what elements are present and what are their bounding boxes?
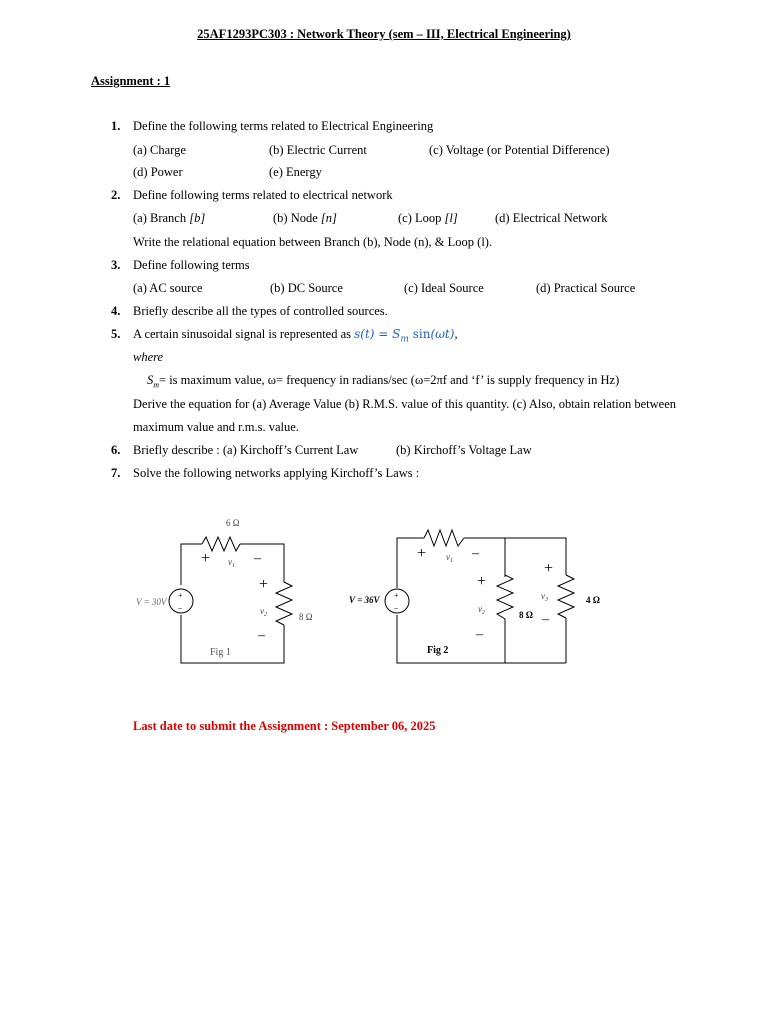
option: (a) Branch [b]	[133, 211, 206, 225]
where-label: where	[133, 350, 164, 364]
figure-caption: Fig 1	[210, 647, 231, 658]
resistor-top	[424, 530, 464, 546]
polarity-plus: +	[477, 573, 487, 590]
option: (d) Practical Source	[536, 281, 636, 295]
question-text: Solve the following networks applying Kirchoff’s Laws :	[133, 466, 420, 480]
assignment-heading: Assignment : 1	[91, 74, 171, 88]
question-text: Define the following terms related to Electrical Engineering	[133, 119, 434, 133]
source-plus: +	[178, 591, 183, 600]
source-minus: –	[394, 603, 398, 612]
option: (a) AC source	[133, 281, 203, 295]
course-title: 25AF1293PC303 : Network Theory (sem – III, Electrical Engineering)	[197, 27, 571, 41]
resistor-8-ohm	[276, 582, 292, 625]
question-number: 4.	[111, 304, 121, 318]
derive-line: Derive the equation for (a) Average Value (b) R.M.S. value of this quantity. (c) Also, obtain relation between	[133, 397, 677, 411]
option: (c) Ideal Source	[404, 281, 484, 295]
polarity-minus: –	[258, 628, 265, 643]
question-number: 5.	[111, 327, 121, 341]
figure-caption: Fig 2	[427, 645, 449, 656]
sinusoid-formula: $s(t) = S_m$ sin(ωt)	[354, 327, 455, 345]
voltage-label: $v_3$	[541, 591, 548, 603]
source-label: V = 36V	[349, 595, 380, 605]
polarity-plus: +	[201, 550, 211, 567]
source-label: V = 30V	[136, 597, 167, 607]
option: (a) Charge	[133, 143, 186, 157]
polarity-plus: +	[544, 560, 554, 577]
polarity-minus: –	[542, 612, 549, 627]
voltage-label: $v_1$	[446, 552, 453, 564]
option: (b) Node [n]	[273, 211, 337, 225]
voltage-label: $v_2$	[478, 604, 485, 616]
figure-1-circuit	[130, 510, 330, 675]
deadline-notice: Last date to submit the Assignment : September 06, 2025	[133, 719, 436, 733]
question-text: Briefly describe : (a) Kirchoff’s Current Law	[133, 443, 359, 457]
voltage-label: $v_2$	[260, 606, 267, 618]
question-extra: Write the relational equation between Branch (b), Node (n), & Loop (l).	[133, 235, 493, 249]
resistor-label: 8 Ω	[519, 610, 533, 620]
question-number: 3.	[111, 258, 121, 272]
definition-line: $S_m=$ is maximum value, ω= frequency in radians/sec (ω=2πf and ‘f’ is supply frequency in Hz)	[147, 373, 620, 390]
resistor-label: 8 Ω	[299, 612, 313, 622]
option: (e) Energy	[269, 165, 322, 179]
resistor-4-ohm	[558, 575, 574, 618]
question-number: 6.	[111, 443, 121, 457]
polarity-plus: +	[417, 545, 427, 562]
option: (d) Power	[133, 165, 183, 179]
question-text: Define following terms related to electrical network	[133, 188, 393, 202]
resistor-label: 6 Ω	[226, 518, 240, 528]
question-text: Define following terms	[133, 258, 250, 272]
question-number: 2.	[111, 188, 121, 202]
source-plus: +	[394, 591, 399, 600]
resistor-label: 4 Ω	[586, 595, 600, 605]
question-text: A certain sinusoidal signal is represented as $s(t) = S_m$ sin(ωt),	[133, 327, 458, 345]
voltage-label: $v_1$	[228, 557, 235, 569]
polarity-minus: –	[476, 627, 483, 642]
option: (d) Electrical Network	[495, 211, 608, 225]
polarity-minus: –	[254, 551, 261, 566]
question-number: 7.	[111, 466, 121, 480]
option: (c) Voltage (or Potential Difference)	[429, 143, 610, 157]
option: (b) DC Source	[270, 281, 343, 295]
question-text: Briefly describe all the types of controlled sources.	[133, 304, 388, 318]
option: (b) Electric Current	[269, 143, 367, 157]
figure-2-circuit	[340, 515, 620, 670]
polarity-minus: –	[472, 546, 479, 561]
question-text-b: (b) Kirchoff’s Voltage Law	[396, 443, 532, 457]
resistor-6-ohm	[202, 537, 240, 551]
source-minus: –	[178, 603, 182, 612]
question-number: 1.	[111, 119, 121, 133]
option: (c) Loop [l]	[398, 211, 458, 225]
polarity-plus: +	[259, 576, 269, 593]
derive-line: maximum value and r.m.s. value.	[133, 420, 299, 434]
